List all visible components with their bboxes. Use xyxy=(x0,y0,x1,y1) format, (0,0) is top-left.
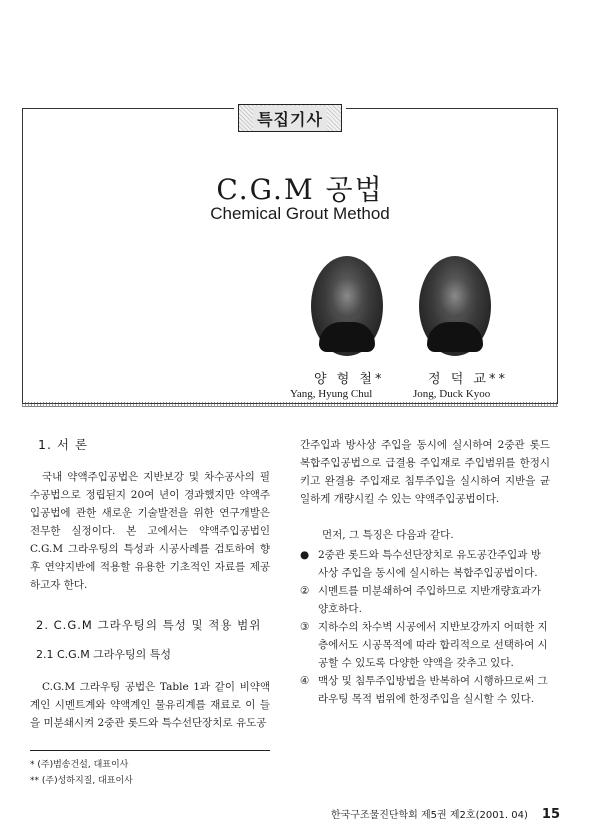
feature-item: ② 시멘트를 미분쇄하여 주입하므로 지반개량효과가 양호하다. xyxy=(300,585,542,615)
section-1-body: 국내 약액주입공법은 지반보강 및 차수공사의 필수공법으로 정립된지 20여 년이 경과했지만 약액주입공법에 관한 새로운 기술발전을 위한 연구개발은 전무한 실정이다. 본 고에서는 약액주입공법인 C.G.M 그라우팅의 특성과 시공사례를 검토하여 향후 연약지반에 적용할 유용한 기초적인 자료를 제공하고자 한다. xyxy=(30,471,270,591)
header-frame xyxy=(22,108,558,404)
section-badge xyxy=(234,101,346,135)
journal-citation: 한국구조물진단학회 제5권 제2호(2001. 04) xyxy=(330,810,528,821)
article-title: C.G.M 공법 xyxy=(216,173,384,206)
left-column xyxy=(30,436,270,732)
section-1-heading: 1. 서 론 xyxy=(38,437,89,452)
features-intro: 먼저, 그 특징은 다음과 같다. xyxy=(322,529,454,541)
right-column xyxy=(300,436,550,708)
section-2-1-body: C.G.M 그라우팅 공법은 Table 1과 같이 비약액계인 시멘트계와 약액계인 물유리계를 재료로 이 들을 미분쇄시켜 2중관 롯드와 특수선단장치로 유도공 xyxy=(30,681,270,729)
header-frame-rule xyxy=(22,402,558,407)
feature-list xyxy=(300,546,550,708)
page-number: 15 xyxy=(541,807,560,822)
author-photo-2 xyxy=(419,256,491,356)
author-2-name-en: Jong, Duck Kyoo xyxy=(413,388,491,400)
badge-label: 특집기사 xyxy=(253,106,327,131)
author-photo-1 xyxy=(311,256,383,356)
section-2-1-heading: 2.1 C.G.M 그라우팅의 특성 xyxy=(36,648,172,661)
author-2-name-ko: 정 덕 교** xyxy=(428,372,508,387)
author-1-name-en: Yang, Hyung Chul xyxy=(290,388,373,400)
feature-item: ● 2중관 롯드와 특수선단장치로 유도공간주입과 방사상 주입을 동시에 실시하는 복합주입공법이다. xyxy=(300,549,541,579)
footnote-1: * (주)범송건설, 대표이사 xyxy=(30,760,129,770)
page-footer xyxy=(331,806,560,822)
section-2-heading: 2. C.G.M 그라우팅의 특성 및 적용 범위 xyxy=(36,618,262,632)
author-1-name-ko: 양 형 철* xyxy=(314,372,385,387)
feature-item: ③ 지하수의 차수벽 시공에서 지반보강까지 어떠한 지층에서도 시공목적에 따라 합리적으로 선택하여 시공할 수 있도록 다양한 약액을 갖추고 있다. xyxy=(300,621,548,669)
right-continuation: 간주입과 방사상 주입을 동시에 실시하여 2중관 롯드 복합주입공법으로 급결용 주입재로 주입범위를 한정시키고 완결용 주입재로 침투주입을 실시하여 지반을 균일하게 개량시킬 수 있는 약액주입공법이다. xyxy=(300,439,550,505)
article-subtitle: Chemical Grout Method xyxy=(210,204,390,223)
footnote-rule xyxy=(30,750,270,751)
feature-item: ④ 맥상 및 침투주입방법을 반복하여 시행하므로써 그라우팅 목적 범위에 한정주입을 실시할 수 있다. xyxy=(300,675,548,705)
footnote-2: ** (주)성하지질, 대표이사 xyxy=(30,776,133,786)
